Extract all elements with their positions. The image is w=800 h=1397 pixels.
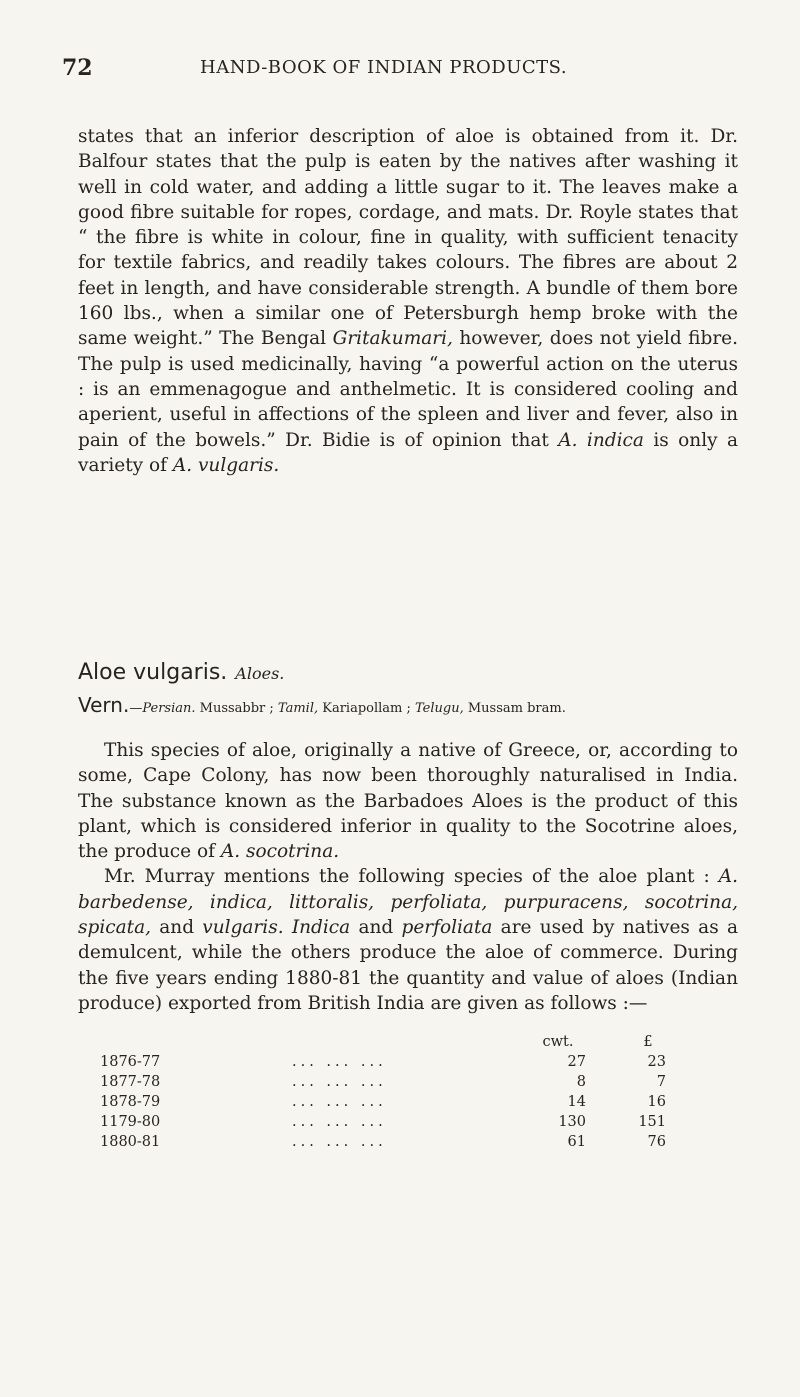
table-row xyxy=(100,1112,700,1132)
species-description xyxy=(78,738,738,1016)
vern-telugu-label: Telugu, xyxy=(415,701,464,716)
para1-italic-2: A. indica xyxy=(558,429,644,451)
row-value: 7 xyxy=(656,1074,666,1090)
page-number: 72 xyxy=(62,55,93,81)
vern-persian-label: —Persian. xyxy=(129,701,196,716)
leader-dots: ... ... ... xyxy=(292,1114,387,1130)
row-year: 1877-78 xyxy=(100,1074,161,1090)
para3-text-4: are used by natives as a demulcent, while the others produce the aloe of commerce. During the five years ending 1880-81 the quantity and value of aloes (Indian produce) exported from British India are given as follows :— xyxy=(78,917,738,1014)
para3-text-1: Mr. Murray mentions the following species of the aloe plant : xyxy=(104,866,719,888)
row-cwt: 27 xyxy=(567,1054,586,1070)
table-row xyxy=(100,1092,700,1112)
para1-text-3: is only a variety of xyxy=(78,429,738,476)
row-cwt: 61 xyxy=(567,1134,586,1150)
table-header-row xyxy=(100,1032,700,1052)
para1-italic-3: A. vulgaris. xyxy=(172,454,280,476)
species-alt-name: Aloes. xyxy=(235,664,285,683)
row-cwt: 130 xyxy=(558,1114,586,1130)
para1-italic-1: Gritakumari, xyxy=(332,328,453,350)
column-header-cwt: cwt. xyxy=(542,1034,574,1050)
row-value: 151 xyxy=(638,1114,666,1130)
row-value: 16 xyxy=(647,1094,666,1110)
vern-persian: Mussabbr ; xyxy=(195,701,278,716)
table-row xyxy=(100,1132,700,1152)
vern-tamil: Kariapollam ; xyxy=(318,701,416,716)
row-cwt: 8 xyxy=(576,1074,586,1090)
species-heading-block xyxy=(78,660,738,717)
column-header-pound: £ xyxy=(643,1034,653,1050)
vernacular-names xyxy=(78,693,738,717)
vern-telugu: Mussam bram. xyxy=(463,701,566,716)
running-title: HAND-BOOK OF INDIAN PRODUCTS. xyxy=(200,57,568,78)
para3-italic-1: A. barbedense, indica, littoralis, perfoliata, purpuracens, socotrina, spicata, xyxy=(78,866,738,939)
paragraph-continued xyxy=(78,124,738,478)
table-row xyxy=(100,1072,700,1092)
row-year: 1878-79 xyxy=(100,1094,161,1110)
row-value: 23 xyxy=(647,1054,666,1070)
leader-dots: ... ... ... xyxy=(292,1134,387,1150)
leader-dots: ... ... ... xyxy=(292,1054,387,1070)
species-title xyxy=(78,660,738,685)
export-table xyxy=(100,1032,700,1152)
para3-text-3: and xyxy=(350,917,402,939)
para3-italic-2: vulgaris. Indica xyxy=(202,917,351,939)
row-year: 1876-77 xyxy=(100,1054,161,1070)
vern-tamil-label: Tamil, xyxy=(277,701,319,716)
row-value: 76 xyxy=(647,1134,666,1150)
vern-label: Vern. xyxy=(78,693,130,717)
row-year: 1179-80 xyxy=(100,1114,161,1130)
row-cwt: 14 xyxy=(567,1094,586,1110)
para2-italic-1: A. socotrina. xyxy=(220,841,340,863)
row-year: 1880-81 xyxy=(100,1134,161,1150)
para1-text-2: however, does not yield fibre. The pulp is used medicinally, having “a powerful action on the uterus : is an emmenagogue and anthelmetic. It is considered cooling and aperient, useful in affections of the spleen and liver and fever, also in pain of the bowels.” Dr. Bidie is of opinion that xyxy=(78,328,739,451)
para3-text-2: and xyxy=(151,917,203,939)
para3-italic-3: perfoliata xyxy=(401,917,493,939)
species-name: Aloe vulgaris. xyxy=(78,660,228,685)
leader-dots: ... ... ... xyxy=(292,1074,387,1090)
para2-text-1: This species of aloe, originally a native of Greece, or, according to some, Cape Colony, has now been thoroughly naturalised in India. The substance known as the Barbadoes Aloes is the product of this plant, which is considered inferior in quality to the Socotrine aloes, the produce of xyxy=(78,740,738,863)
para1-text-1: states that an inferior description of aloe is obtained from it. Dr. Balfour states that the pulp is eaten by the natives after washing it well in cold water, and adding a little sugar to it. The leaves make a good fibre suitable for ropes, cordage, and mats. Dr. Royle states that “ the fibre is white in colour, fine in quality, with sufficient tenacity for textile fabrics, and readily takes colours. The fibres are about 2 feet in length, and have considerable strength. A bundle of them bore 160 lbs., when a similar one of Petersburgh hemp broke with the same weight.” The Bengal xyxy=(78,126,738,350)
table-row xyxy=(100,1052,700,1072)
leader-dots: ... ... ... xyxy=(292,1094,387,1110)
